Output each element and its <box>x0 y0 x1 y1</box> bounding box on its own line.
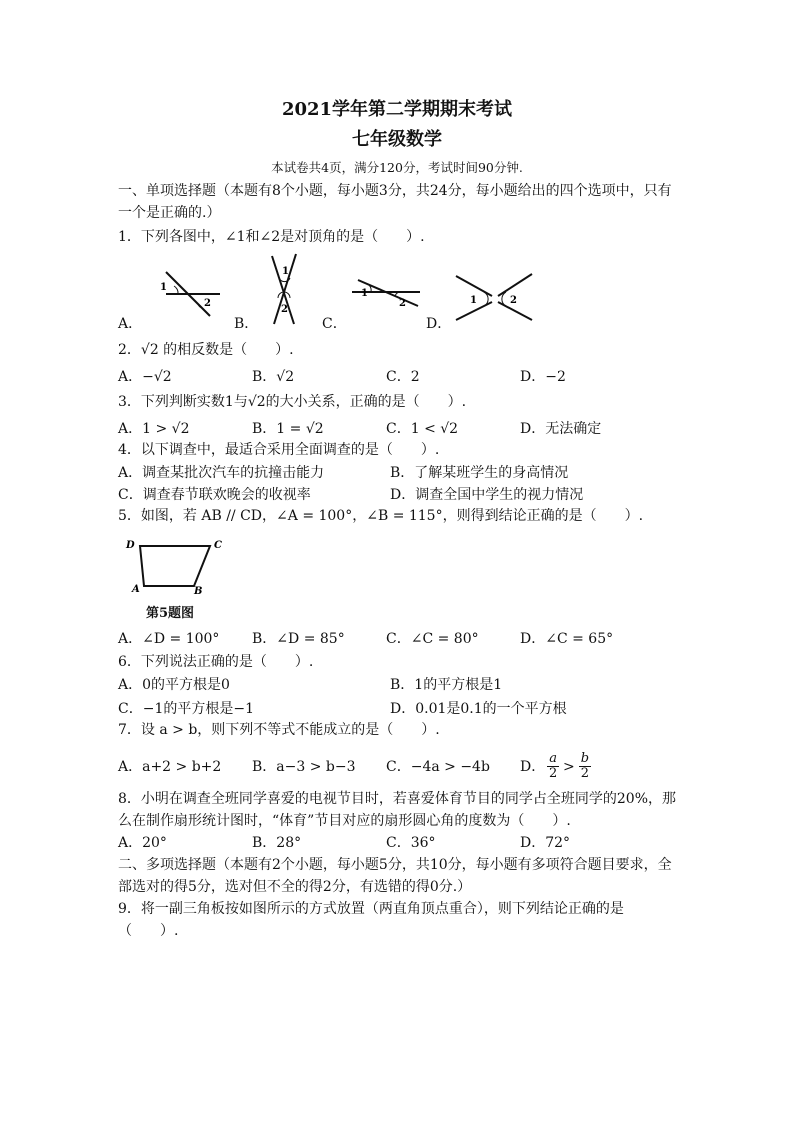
q2-stem: 2．√2 的相反数是（ ）. <box>118 342 294 358</box>
q4-options-row1 <box>118 462 662 484</box>
q3-option-d[interactable]: D．无法确定 <box>520 421 602 437</box>
q5-trapezoid-figure <box>124 534 234 596</box>
q5-option-b[interactable]: B．∠D = 85° <box>252 631 345 647</box>
q5-figure-caption: 第5题图 <box>146 606 195 621</box>
q6-options-row2 <box>118 698 662 720</box>
svg-text:1: 1 <box>160 282 167 293</box>
q1-figure-a <box>160 272 220 316</box>
svg-text:2: 2 <box>510 295 517 306</box>
q8-option-d[interactable]: D．72° <box>520 835 571 851</box>
q8-option-a[interactable]: A．20° <box>118 835 167 851</box>
q7-stem: 7．设 a > b，则下列不等式不能成立的是（ ）. <box>118 722 440 738</box>
svg-text:1: 1 <box>361 288 368 299</box>
q7-options <box>118 752 654 781</box>
fraction-a-over-2: a 2 <box>548 751 558 781</box>
q3-options <box>118 418 654 440</box>
q1-figure-c <box>352 280 420 309</box>
q2-option-d[interactable]: D．−2 <box>520 369 566 385</box>
q2-options <box>118 366 654 388</box>
q6-options-row1 <box>118 674 662 696</box>
fraction-b-over-2: b 2 <box>580 751 590 781</box>
q4-option-a[interactable]: A．调查某批次汽车的抗撞击能力 <box>118 465 325 481</box>
q6-option-c[interactable]: C．−1的平方根是−1 <box>118 701 254 717</box>
svg-text:2: 2 <box>399 298 406 309</box>
q1-figure-b <box>272 254 296 324</box>
svg-text:2: 2 <box>204 298 211 309</box>
q3-stem: 3．下列判断实数1与√2的大小关系，正确的是（ ）. <box>118 394 467 410</box>
q2-option-b[interactable]: B．√2 <box>252 369 295 385</box>
q8-stem: 8．小明在调查全班同学喜爱的电视节目时，若喜爱体育节目的同学占全班同学的20%，那么在制作扇形统计图时，“体育”节目对应的扇形圆心角的度数为（ ）. <box>118 791 677 829</box>
q3-option-b[interactable]: B．1 = √2 <box>252 421 324 437</box>
q8-option-c[interactable]: C．36° <box>386 835 436 851</box>
svg-text:1: 1 <box>470 295 477 306</box>
vertex-d-label: D <box>126 540 135 551</box>
exam-subject: 七年级数学 <box>352 129 442 150</box>
q5-option-a[interactable]: A．∠D = 100° <box>118 631 220 647</box>
q7-option-c[interactable]: C．−4a > −4b <box>386 758 490 775</box>
q3-option-a[interactable]: A．1 > √2 <box>118 421 190 437</box>
q6-option-a[interactable]: A．0的平方根是0 <box>118 677 230 693</box>
vertex-a-label: A <box>132 584 140 595</box>
q5-option-c[interactable]: C．∠C = 80° <box>386 631 479 647</box>
q3-option-c[interactable]: C．1 < √2 <box>386 421 459 437</box>
q7-option-d-label: D． <box>520 758 546 775</box>
q4-option-c[interactable]: C．调查春节联欢晚会的收视率 <box>118 487 311 503</box>
q7-option-b[interactable]: B．a−3 > b−3 <box>252 758 356 775</box>
q4-option-d[interactable]: D．调查全国中学生的视力情况 <box>390 487 584 503</box>
q5-options <box>118 628 654 650</box>
q6-option-b[interactable]: B．1的平方根是1 <box>390 677 503 693</box>
q4-stem: 4．以下调查中，最适合采用全面调查的是（ ）. <box>118 442 440 458</box>
q5-option-d[interactable]: D．∠C = 65° <box>520 631 614 647</box>
q8-option-b[interactable]: B．28° <box>252 835 302 851</box>
q1-option-d[interactable]: D． <box>426 316 452 332</box>
q1-option-c[interactable]: C． <box>322 316 347 332</box>
q1-figure-d <box>456 274 532 320</box>
q1-stem: 1．下列各图中，∠1和∠2是对顶角的是（ ）. <box>118 229 425 245</box>
q9-stem: 9．将一副三角板按如图所示的方式放置（两直角顶点重合），则下列结论正确的是（ ）. <box>118 901 624 939</box>
q2-option-c[interactable]: C．2 <box>386 369 420 385</box>
section1-heading: 一、单项选择题（本题有8个小题，每小题3分，共24分，每小题给出的四个选项中，只有一个是正确的.） <box>118 183 672 221</box>
section2-heading: 二、多项选择题（本题有2个小题，每小题5分，共10分，每小题有多项符合题目要求，全部选对的得5分，选对但不全的得2分，有选错的得0分.） <box>118 857 672 895</box>
greater-than-sign: > <box>563 758 575 775</box>
q1-option-b[interactable]: B． <box>234 316 259 332</box>
q1-option-a[interactable]: A． <box>118 316 143 332</box>
svg-text:1: 1 <box>282 266 289 277</box>
vertex-b-label: B <box>194 586 203 596</box>
exam-title: 2021学年第二学期期末考试 <box>281 99 513 120</box>
q7-option-d[interactable] <box>520 752 654 781</box>
vertex-c-label: C <box>214 540 222 551</box>
q4-options-row2 <box>118 484 662 506</box>
q6-option-d[interactable]: D．0.01是0.1的一个平方根 <box>390 701 567 717</box>
q8-options <box>118 832 654 854</box>
q5-stem: 5．如图，若 AB // CD，∠A = 100°，∠B = 115°，则得到结论正确的是（ ）. <box>118 508 644 524</box>
svg-text:2: 2 <box>281 304 288 315</box>
q4-option-b[interactable]: B．了解某班学生的身高情况 <box>390 465 569 481</box>
exam-info: 本试卷共4页，满分120分，考试时间90分钟. <box>271 160 523 175</box>
q7-option-a[interactable]: A．a+2 > b+2 <box>118 758 222 775</box>
q6-stem: 6．下列说法正确的是（ ）. <box>118 654 314 670</box>
q2-option-a[interactable]: A．−√2 <box>118 369 172 385</box>
